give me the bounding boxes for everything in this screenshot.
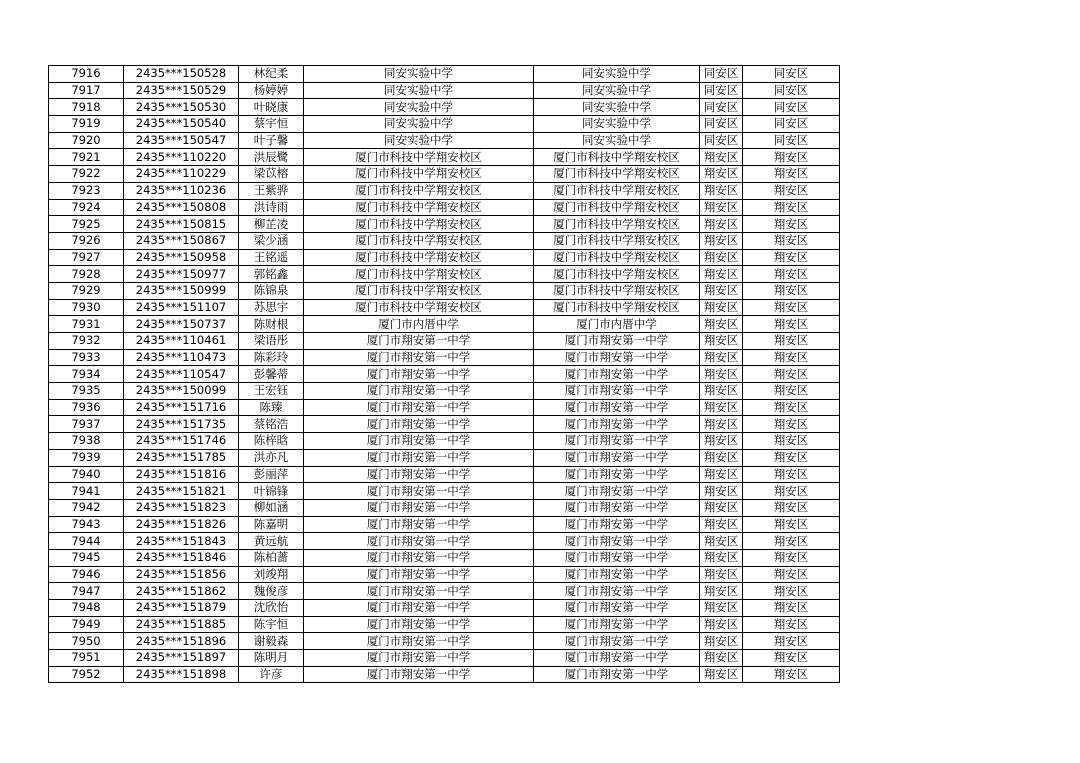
admission-district-cell: 翔安区 [743,549,840,566]
table-row [49,516,840,533]
admission-district-cell: 同安区 [743,99,840,116]
exam-id-cell: 2435***151821 [124,483,239,500]
admission-district-cell: 翔安区 [743,333,840,350]
table-row [49,666,840,683]
table-row [49,182,840,199]
exam-id-cell: 2435***151785 [124,449,239,466]
exam-id-cell: 2435***151746 [124,433,239,450]
admitted-school-cell: 厦门市科技中学翔安校区 [534,149,700,166]
table-row [49,399,840,416]
district-cell: 翔安区 [700,650,743,667]
admission-district-cell: 翔安区 [743,566,840,583]
admitted-school-cell: 厦门市翔安第一中学 [534,533,700,550]
student-name-cell: 王宏钰 [239,383,304,400]
serial-number-cell: 7932 [49,333,124,350]
student-name-cell: 彭馨蒂 [239,366,304,383]
school-cell: 厦门市科技中学翔安校区 [304,199,534,216]
serial-number-cell: 7929 [49,282,124,299]
student-name-cell: 沈欣怡 [239,600,304,617]
serial-number-cell: 7931 [49,316,124,333]
admission-district-cell: 翔安区 [743,633,840,650]
admission-district-cell: 翔安区 [743,449,840,466]
serial-number-cell: 7916 [49,66,124,83]
serial-number-cell: 7935 [49,383,124,400]
student-name-cell: 彭丽萍 [239,466,304,483]
exam-id-cell: 2435***150867 [124,232,239,249]
student-name-cell: 叶锦锋 [239,483,304,500]
serial-number-cell: 7925 [49,216,124,233]
school-cell: 厦门市翔安第一中学 [304,666,534,683]
student-name-cell: 蔡铭浩 [239,416,304,433]
student-name-cell: 林纪柔 [239,66,304,83]
table-row [49,316,840,333]
admission-district-cell: 同安区 [743,132,840,149]
table-row [49,549,840,566]
admitted-school-cell: 同安实验中学 [534,132,700,149]
serial-number-cell: 7926 [49,232,124,249]
school-cell: 厦门市科技中学翔安校区 [304,149,534,166]
admission-district-cell: 翔安区 [743,266,840,283]
school-cell: 厦门市科技中学翔安校区 [304,266,534,283]
exam-id-cell: 2435***150999 [124,282,239,299]
student-name-cell: 陈宇恒 [239,616,304,633]
school-cell: 同安实验中学 [304,99,534,116]
district-cell: 同安区 [700,116,743,133]
table-row [49,616,840,633]
district-cell: 翔安区 [700,566,743,583]
admitted-school-cell: 同安实验中学 [534,99,700,116]
student-name-cell: 陈柏蔷 [239,549,304,566]
admitted-school-cell: 厦门市翔安第一中学 [534,600,700,617]
serial-number-cell: 7936 [49,399,124,416]
district-cell: 同安区 [700,82,743,99]
school-cell: 同安实验中学 [304,66,534,83]
serial-number-cell: 7938 [49,433,124,450]
student-name-cell: 叶晓康 [239,99,304,116]
table-row [49,166,840,183]
table-row [49,449,840,466]
table-row [49,216,840,233]
admission-district-cell: 同安区 [743,116,840,133]
admission-district-cell: 翔安区 [743,416,840,433]
student-name-cell: 郭铭鑫 [239,266,304,283]
table-row [49,499,840,516]
school-cell: 厦门市翔安第一中学 [304,499,534,516]
district-cell: 翔安区 [700,633,743,650]
district-cell: 翔安区 [700,232,743,249]
roster-table-body [49,66,840,683]
school-cell: 同安实验中学 [304,132,534,149]
admission-district-cell: 翔安区 [743,616,840,633]
table-row [49,82,840,99]
admission-district-cell: 翔安区 [743,650,840,667]
student-name-cell: 许彦 [239,666,304,683]
exam-id-cell: 2435***150528 [124,66,239,83]
admission-district-cell: 翔安区 [743,583,840,600]
table-row [49,333,840,350]
admission-district-cell: 同安区 [743,82,840,99]
admitted-school-cell: 厦门市翔安第一中学 [534,666,700,683]
serial-number-cell: 7928 [49,266,124,283]
student-name-cell: 陈明月 [239,650,304,667]
admitted-school-cell: 厦门市科技中学翔安校区 [534,182,700,199]
serial-number-cell: 7944 [49,533,124,550]
table-row [49,433,840,450]
table-row [49,416,840,433]
student-name-cell: 洪诗雨 [239,199,304,216]
admission-district-cell: 翔安区 [743,216,840,233]
student-name-cell: 洪辰鹭 [239,149,304,166]
table-row [49,99,840,116]
serial-number-cell: 7922 [49,166,124,183]
serial-number-cell: 7951 [49,650,124,667]
district-cell: 翔安区 [700,366,743,383]
table-row [49,282,840,299]
school-cell: 厦门市翔安第一中学 [304,616,534,633]
district-cell: 翔安区 [700,666,743,683]
student-name-cell: 叶子馨 [239,132,304,149]
student-name-cell: 柳如涵 [239,499,304,516]
table-row [49,650,840,667]
school-cell: 厦门市翔安第一中学 [304,633,534,650]
table-row [49,533,840,550]
table-row [49,66,840,83]
district-cell: 翔安区 [700,199,743,216]
admission-district-cell: 翔安区 [743,299,840,316]
table-row [49,299,840,316]
exam-id-cell: 2435***151735 [124,416,239,433]
admission-district-cell: 翔安区 [743,600,840,617]
table-row [49,366,840,383]
student-name-cell: 陈财根 [239,316,304,333]
exam-id-cell: 2435***150808 [124,199,239,216]
serial-number-cell: 7946 [49,566,124,583]
exam-id-cell: 2435***110547 [124,366,239,383]
admitted-school-cell: 同安实验中学 [534,66,700,83]
table-row [49,249,840,266]
table-row [49,566,840,583]
district-cell: 翔安区 [700,216,743,233]
admission-district-cell: 翔安区 [743,383,840,400]
admission-district-cell: 翔安区 [743,282,840,299]
admission-district-cell: 翔安区 [743,349,840,366]
district-cell: 翔安区 [700,299,743,316]
admitted-school-cell: 厦门市翔安第一中学 [534,483,700,500]
admitted-school-cell: 厦门市科技中学翔安校区 [534,232,700,249]
exam-id-cell: 2435***151885 [124,616,239,633]
admission-district-cell: 翔安区 [743,166,840,183]
student-name-cell: 梁语彤 [239,333,304,350]
student-name-cell: 陈嘉明 [239,516,304,533]
exam-id-cell: 2435***151898 [124,666,239,683]
admission-district-cell: 翔安区 [743,516,840,533]
serial-number-cell: 7937 [49,416,124,433]
admitted-school-cell: 厦门市科技中学翔安校区 [534,199,700,216]
school-cell: 同安实验中学 [304,82,534,99]
exam-id-cell: 2435***150977 [124,266,239,283]
serial-number-cell: 7918 [49,99,124,116]
school-cell: 厦门市翔安第一中学 [304,383,534,400]
district-cell: 翔安区 [700,416,743,433]
district-cell: 翔安区 [700,499,743,516]
roster-table [48,65,840,683]
student-name-cell: 黄远航 [239,533,304,550]
district-cell: 翔安区 [700,616,743,633]
exam-id-cell: 2435***151826 [124,516,239,533]
admitted-school-cell: 厦门市翔安第一中学 [534,349,700,366]
school-cell: 厦门市翔安第一中学 [304,549,534,566]
exam-id-cell: 2435***110229 [124,166,239,183]
district-cell: 翔安区 [700,383,743,400]
admitted-school-cell: 厦门市翔安第一中学 [534,549,700,566]
table-row [49,349,840,366]
admitted-school-cell: 厦门市科技中学翔安校区 [534,282,700,299]
student-name-cell: 苏思宇 [239,299,304,316]
admitted-school-cell: 同安实验中学 [534,116,700,133]
table-row [49,149,840,166]
exam-id-cell: 2435***151862 [124,583,239,600]
district-cell: 翔安区 [700,266,743,283]
serial-number-cell: 7934 [49,366,124,383]
serial-number-cell: 7933 [49,349,124,366]
district-cell: 同安区 [700,132,743,149]
student-name-cell: 刘竣翔 [239,566,304,583]
exam-id-cell: 2435***110473 [124,349,239,366]
admitted-school-cell: 厦门市内厝中学 [534,316,700,333]
school-cell: 厦门市科技中学翔安校区 [304,216,534,233]
school-cell: 厦门市翔安第一中学 [304,533,534,550]
admission-district-cell: 翔安区 [743,149,840,166]
serial-number-cell: 7949 [49,616,124,633]
serial-number-cell: 7923 [49,182,124,199]
exam-id-cell: 2435***151716 [124,399,239,416]
student-name-cell: 王铭遥 [239,249,304,266]
serial-number-cell: 7939 [49,449,124,466]
school-cell: 同安实验中学 [304,116,534,133]
admission-district-cell: 翔安区 [743,533,840,550]
serial-number-cell: 7924 [49,199,124,216]
district-cell: 翔安区 [700,483,743,500]
table-row [49,483,840,500]
admitted-school-cell: 厦门市科技中学翔安校区 [534,166,700,183]
school-cell: 厦门市翔安第一中学 [304,399,534,416]
admitted-school-cell: 厦门市翔安第一中学 [534,399,700,416]
district-cell: 翔安区 [700,249,743,266]
serial-number-cell: 7919 [49,116,124,133]
admitted-school-cell: 厦门市科技中学翔安校区 [534,299,700,316]
school-cell: 厦门市翔安第一中学 [304,349,534,366]
student-name-cell: 杨婷婷 [239,82,304,99]
table-row [49,116,840,133]
district-cell: 翔安区 [700,149,743,166]
student-name-cell: 梁少涵 [239,232,304,249]
district-cell: 翔安区 [700,333,743,350]
student-name-cell: 柳芷凌 [239,216,304,233]
student-name-cell: 王紫骅 [239,182,304,199]
admitted-school-cell: 厦门市翔安第一中学 [534,616,700,633]
school-cell: 厦门市翔安第一中学 [304,600,534,617]
admitted-school-cell: 厦门市翔安第一中学 [534,433,700,450]
admitted-school-cell: 厦门市翔安第一中学 [534,466,700,483]
admitted-school-cell: 厦门市翔安第一中学 [534,366,700,383]
serial-number-cell: 7947 [49,583,124,600]
admission-district-cell: 翔安区 [743,483,840,500]
school-cell: 厦门市翔安第一中学 [304,650,534,667]
exam-id-cell: 2435***151896 [124,633,239,650]
table-row [49,466,840,483]
district-cell: 翔安区 [700,433,743,450]
admission-district-cell: 同安区 [743,66,840,83]
admitted-school-cell: 厦门市翔安第一中学 [534,583,700,600]
district-cell: 翔安区 [700,399,743,416]
school-cell: 厦门市翔安第一中学 [304,583,534,600]
exam-id-cell: 2435***151816 [124,466,239,483]
district-cell: 翔安区 [700,449,743,466]
school-cell: 厦门市科技中学翔安校区 [304,249,534,266]
school-cell: 厦门市科技中学翔安校区 [304,182,534,199]
school-cell: 厦门市翔安第一中学 [304,416,534,433]
exam-id-cell: 2435***151843 [124,533,239,550]
school-cell: 厦门市翔安第一中学 [304,483,534,500]
student-name-cell: 谢毅森 [239,633,304,650]
student-name-cell: 魏俊彦 [239,583,304,600]
school-cell: 厦门市翔安第一中学 [304,449,534,466]
student-name-cell: 陈梓晗 [239,433,304,450]
serial-number-cell: 7921 [49,149,124,166]
admission-district-cell: 翔安区 [743,316,840,333]
admission-district-cell: 翔安区 [743,666,840,683]
serial-number-cell: 7917 [49,82,124,99]
district-cell: 翔安区 [700,349,743,366]
admission-district-cell: 翔安区 [743,232,840,249]
table-row [49,633,840,650]
admitted-school-cell: 厦门市翔安第一中学 [534,499,700,516]
table-row [49,232,840,249]
district-cell: 翔安区 [700,182,743,199]
exam-id-cell: 2435***110220 [124,149,239,166]
district-cell: 翔安区 [700,533,743,550]
student-name-cell: 蔡宇恒 [239,116,304,133]
exam-id-cell: 2435***150540 [124,116,239,133]
exam-id-cell: 2435***151897 [124,650,239,667]
district-cell: 翔安区 [700,583,743,600]
admitted-school-cell: 厦门市翔安第一中学 [534,566,700,583]
school-cell: 厦门市翔安第一中学 [304,566,534,583]
admission-district-cell: 翔安区 [743,199,840,216]
district-cell: 翔安区 [700,549,743,566]
student-name-cell: 洪亦凡 [239,449,304,466]
exam-id-cell: 2435***150099 [124,383,239,400]
serial-number-cell: 7945 [49,549,124,566]
serial-number-cell: 7941 [49,483,124,500]
exam-id-cell: 2435***150737 [124,316,239,333]
school-cell: 厦门市翔安第一中学 [304,433,534,450]
admitted-school-cell: 厦门市科技中学翔安校区 [534,216,700,233]
admission-district-cell: 翔安区 [743,366,840,383]
table-row [49,132,840,149]
exam-id-cell: 2435***110461 [124,333,239,350]
table-row [49,583,840,600]
student-name-cell: 陈彩玲 [239,349,304,366]
school-cell: 厦门市科技中学翔安校区 [304,166,534,183]
exam-id-cell: 2435***110236 [124,182,239,199]
admitted-school-cell: 厦门市翔安第一中学 [534,383,700,400]
admitted-school-cell: 厦门市翔安第一中学 [534,333,700,350]
admission-district-cell: 翔安区 [743,433,840,450]
exam-id-cell: 2435***150530 [124,99,239,116]
admitted-school-cell: 厦门市科技中学翔安校区 [534,249,700,266]
district-cell: 翔安区 [700,516,743,533]
admitted-school-cell: 同安实验中学 [534,82,700,99]
table-row [49,600,840,617]
school-cell: 厦门市科技中学翔安校区 [304,232,534,249]
district-cell: 同安区 [700,66,743,83]
school-cell: 厦门市翔安第一中学 [304,366,534,383]
admission-district-cell: 翔安区 [743,399,840,416]
admission-district-cell: 翔安区 [743,249,840,266]
exam-id-cell: 2435***151879 [124,600,239,617]
school-cell: 厦门市科技中学翔安校区 [304,282,534,299]
admission-district-cell: 翔安区 [743,499,840,516]
admitted-school-cell: 厦门市翔安第一中学 [534,650,700,667]
serial-number-cell: 7950 [49,633,124,650]
admitted-school-cell: 厦门市翔安第一中学 [534,516,700,533]
student-name-cell: 陈臻 [239,399,304,416]
school-cell: 厦门市翔安第一中学 [304,333,534,350]
school-cell: 厦门市内厝中学 [304,316,534,333]
admitted-school-cell: 厦门市翔安第一中学 [534,633,700,650]
serial-number-cell: 7943 [49,516,124,533]
serial-number-cell: 7930 [49,299,124,316]
serial-number-cell: 7948 [49,600,124,617]
exam-id-cell: 2435***151107 [124,299,239,316]
serial-number-cell: 7952 [49,666,124,683]
student-name-cell: 梁苡榕 [239,166,304,183]
school-cell: 厦门市科技中学翔安校区 [304,299,534,316]
exam-id-cell: 2435***150529 [124,82,239,99]
serial-number-cell: 7940 [49,466,124,483]
exam-id-cell: 2435***151856 [124,566,239,583]
admitted-school-cell: 厦门市科技中学翔安校区 [534,266,700,283]
exam-id-cell: 2435***151846 [124,549,239,566]
district-cell: 翔安区 [700,466,743,483]
exam-id-cell: 2435***150815 [124,216,239,233]
table-row [49,266,840,283]
school-cell: 厦门市翔安第一中学 [304,466,534,483]
exam-id-cell: 2435***150547 [124,132,239,149]
serial-number-cell: 7927 [49,249,124,266]
admitted-school-cell: 厦门市翔安第一中学 [534,449,700,466]
district-cell: 同安区 [700,99,743,116]
school-cell: 厦门市翔安第一中学 [304,516,534,533]
exam-id-cell: 2435***151823 [124,499,239,516]
admitted-school-cell: 厦门市翔安第一中学 [534,416,700,433]
district-cell: 翔安区 [700,282,743,299]
exam-id-cell: 2435***150958 [124,249,239,266]
admission-district-cell: 翔安区 [743,182,840,199]
district-cell: 翔安区 [700,316,743,333]
table-row [49,199,840,216]
district-cell: 翔安区 [700,600,743,617]
serial-number-cell: 7942 [49,499,124,516]
admission-district-cell: 翔安区 [743,466,840,483]
student-name-cell: 陈锦泉 [239,282,304,299]
serial-number-cell: 7920 [49,132,124,149]
district-cell: 翔安区 [700,166,743,183]
table-row [49,383,840,400]
